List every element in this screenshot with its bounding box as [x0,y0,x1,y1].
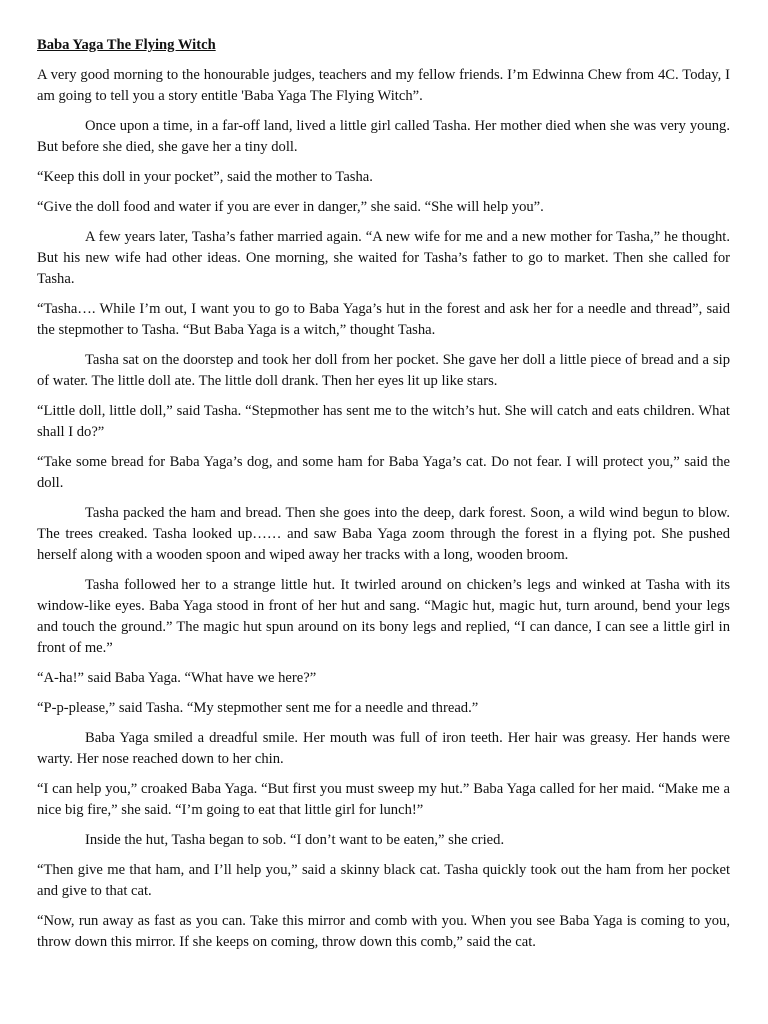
paragraph: Once upon a time, in a far-off land, lived a little girl called Tasha. Her mother died when she was very young. But before she died, she gave her a tiny doll. [37,118,730,155]
document-body [37,65,730,953]
paragraph: Baba Yaga smiled a dreadful smile. Her mouth was full of iron teeth. Her hair was greasy. Her hands were warty. Her nose reached down to her chin. [37,730,730,767]
paragraph: A few years later, Tasha’s father married again. “A new wife for me and a new mother for Tasha,” he thought. But his new wife had other ideas. One morning, she waited for Tasha’s father to go to market. Then she called for Tasha. [37,229,730,287]
document-title: Baba Yaga The Flying Witch [37,37,216,53]
paragraph: “Then give me that ham, and I’ll help you,” said a skinny black cat. Tasha quickly took out the ham from her pocket and give to that cat. [37,862,730,899]
paragraph: “Little doll, little doll,” said Tasha. “Stepmother has sent me to the witch’s hut. She will catch and eats children. What shall I do?” [37,403,730,440]
paragraph: Tasha packed the ham and bread. Then she goes into the deep, dark forest. Soon, a wild wind begun to blow. The trees creaked. Tasha looked up…… and saw Baba Yaga zoom through the forest in a flying pot. She pushed herself along with a wooden spoon and wiped away her tracks with a long, wooden broom. [37,505,730,563]
paragraph: A very good morning to the honourable judges, teachers and my fellow friends. I’m Edwinna Chew from 4C. Today, I am going to tell you a story entitle 'Baba Yaga The Flying Witch”. [37,67,730,104]
paragraph: “Keep this doll in your pocket”, said the mother to Tasha. [37,169,373,185]
paragraph: “I can help you,” croaked Baba Yaga. “But first you must sweep my hut.” Baba Yaga called for her maid. “Make me a nice big fire,” she said. “I’m going to eat that little girl for lunch!” [37,781,730,818]
paragraph: Tasha sat on the doorstep and took her doll from her pocket. She gave her doll a little piece of bread and a sip of water. The little doll ate. The little doll drank. Then her eyes lit up like stars. [37,352,730,389]
paragraph: “Tasha…. While I’m out, I want you to go to Baba Yaga’s hut in the forest and ask her for a needle and thread”, said the stepmother to Tasha. “But Baba Yaga is a witch,” thought Tasha. [37,301,730,338]
document-page [37,35,730,962]
paragraph: “Now, run away as fast as you can. Take this mirror and comb with you. When you see Baba Yaga is coming to you, throw down this mirror. If she keeps on coming, throw down this comb,” said the cat. [37,913,730,950]
paragraph: “Give the doll food and water if you are ever in danger,” she said. “She will help you”. [37,199,544,215]
paragraph: Inside the hut, Tasha began to sob. “I don’t want to be eaten,” she cried. [85,832,505,848]
paragraph: “Take some bread for Baba Yaga’s dog, and some ham for Baba Yaga’s cat. Do not fear. I will protect you,” said the doll. [37,454,730,491]
paragraph: Tasha followed her to a strange little hut. It twirled around on chicken’s legs and winked at Tasha with its window-like eyes. Baba Yaga stood in front of her hut and sang. “Magic hut, magic hut, turn around, bend your legs and touch the ground.” The magic hut spun around on its bony legs and replied, “I can dance, I can see a little girl in front of me.” [37,577,730,656]
paragraph: “A-ha!” said Baba Yaga. “What have we here?” [37,670,317,686]
paragraph: “P-p-please,” said Tasha. “My stepmother sent me for a needle and thread.” [37,700,479,716]
